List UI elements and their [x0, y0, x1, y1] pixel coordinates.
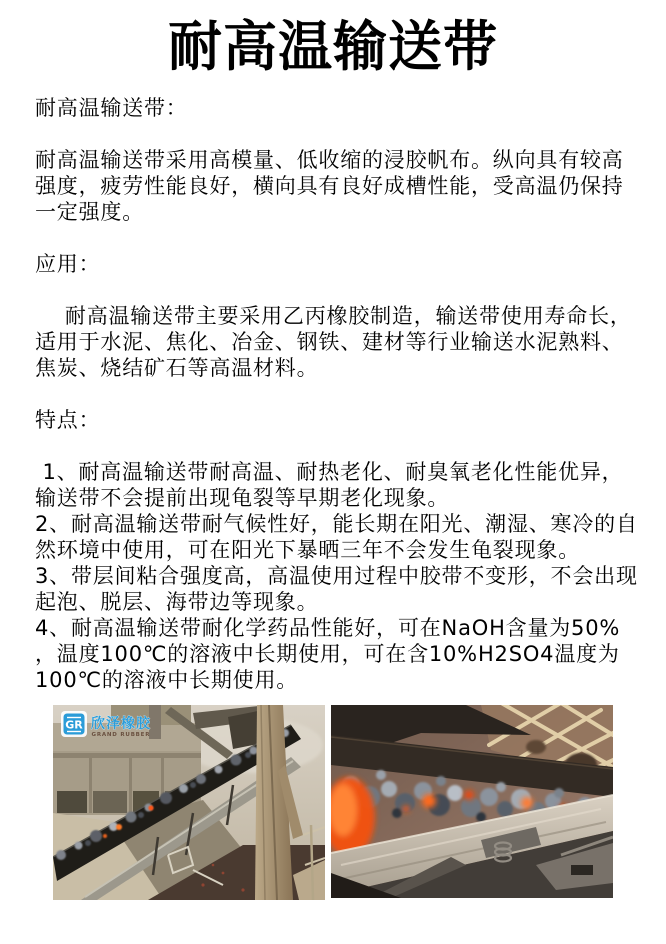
text-line: 4、耐高温输送带耐化学药品性能好，可在NaOH含量为50%: [35, 616, 621, 640]
text-line: 然环境中使用，可在阳光下暴晒三年不会发生龟裂现象。: [35, 538, 580, 562]
text-line: 1、耐高温输送带耐高温、耐热老化、耐臭氧老化性能优异，: [35, 460, 624, 484]
text-line: 起泡、脱层、海带边等现象。: [35, 590, 319, 614]
page-title: 耐高温输送带: [168, 15, 498, 78]
photo-hot-material-closeup: [331, 705, 613, 898]
text-line: 耐高温输送带主要采用乙丙橡胶制造，输送带使用寿命长，: [35, 304, 632, 328]
text-line: 耐高温输送带：: [35, 96, 188, 120]
text-line: 100℃的溶液中长期使用。: [35, 668, 299, 692]
text-line: 输送带不会提前出现龟裂等早期老化现象。: [35, 486, 450, 510]
photo-row: [53, 705, 666, 900]
product-page: [0, 14, 666, 900]
brand-logo: [61, 711, 151, 738]
logo-subtitle: GRAND RUBBER: [91, 732, 151, 738]
text-line: [35, 433, 638, 459]
text-line: 焦炭、烧结矿石等高温材料。: [35, 356, 319, 380]
text-line: 3、带层间粘合强度高，高温使用过程中胶带不变形，不会出现: [35, 564, 638, 588]
logo-name: 欣泽橡胶: [91, 716, 151, 732]
body-text: [35, 95, 638, 693]
text-line: 应用：: [35, 252, 101, 276]
text-line: 强度，疲劳性能良好，横向具有良好成槽性能，受高温仍保持: [35, 174, 624, 198]
text-line: [35, 121, 638, 147]
shadow-blob-2: [526, 740, 546, 754]
text-line: 2、耐高温输送带耐气候性好，能长期在阳光、潮湿、寒冷的自: [35, 512, 638, 536]
text-line: [35, 225, 638, 251]
text-line: 适用于水泥、焦化、冶金、钢铁、建材等行业输送水泥熟料、: [35, 330, 624, 354]
text-line: 一定强度。: [35, 200, 144, 224]
logo-monogram: GR: [65, 718, 83, 732]
text-line: [35, 381, 638, 407]
text-line: ，温度100℃的溶液中长期使用，可在含10%H2SO4温度为: [35, 642, 620, 666]
text-line: 特点：: [35, 408, 101, 432]
text-line: [35, 277, 638, 303]
photo-conveyor-site: [53, 705, 325, 900]
text-line: 耐高温输送带采用高模量、低收缩的浸胶帆布。纵向具有较高: [35, 148, 624, 172]
